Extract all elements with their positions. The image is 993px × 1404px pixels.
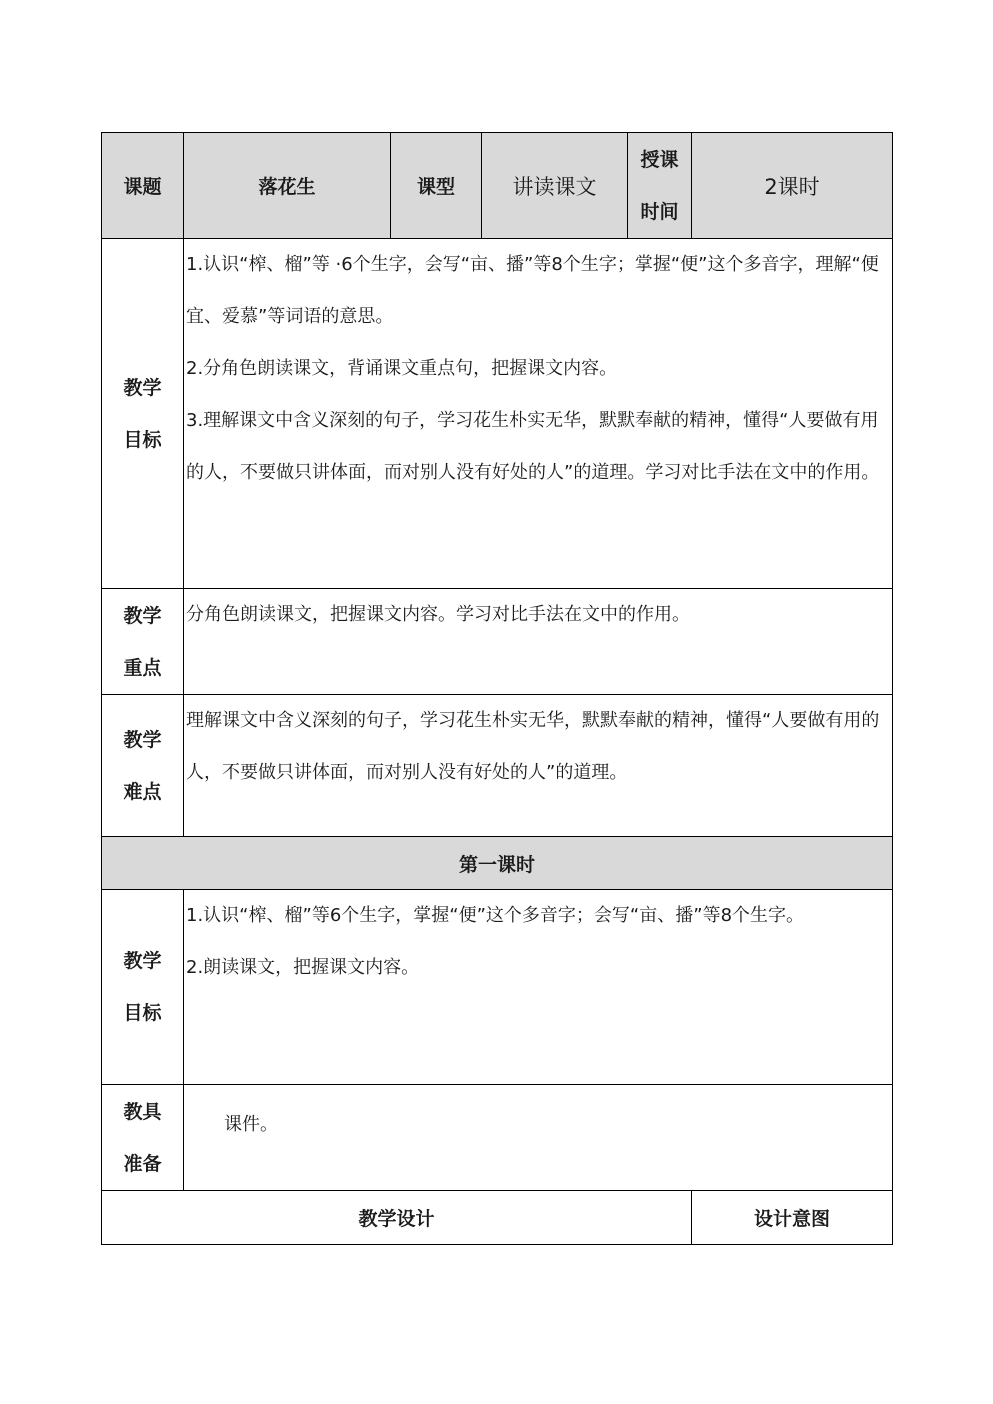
intent-label: 设计意图 (692, 1191, 893, 1245)
lesson1-goals-label-line2: 目标 (123, 1002, 162, 1024)
topic-label: 课题 (102, 133, 184, 239)
lesson1-goals-row (102, 890, 893, 1085)
lesson1-goals-label-line1: 教学 (123, 950, 162, 972)
key-points-label-line1: 教学 (123, 604, 162, 627)
difficulties-label-line2: 难点 (123, 780, 162, 803)
lesson-plan-table (101, 132, 893, 1245)
equipment-label-line1: 教具 (123, 1100, 162, 1123)
time-value: 2课时 (692, 133, 893, 239)
goal-item: 2.分角色朗读课文，背诵课文重点句，把握课文内容。 (186, 358, 618, 379)
type-label: 课型 (391, 133, 482, 239)
goal-item: 3.理解课文中含义深刻的句子，学习花生朴实无华，默默奉献的精神，懂得“人要做有用的人，不要做只讲体面，而对别人没有好处的人”的道理。学习对比手法在文中的作用。 (186, 410, 880, 483)
key-points-row (102, 589, 893, 695)
goal-item: 2.朗读课文，把握课文内容。 (186, 957, 420, 978)
difficulties-row (102, 695, 893, 837)
equipment-label-line2: 准备 (123, 1152, 162, 1175)
key-points-content: 分角色朗读课文，把握课文内容。学习对比手法在文中的作用。 (184, 589, 893, 695)
difficulties-label (102, 695, 184, 837)
lesson1-goals-content (184, 890, 893, 1085)
section-row (102, 837, 893, 890)
time-label (628, 133, 692, 239)
goal-item: 1.认识“榨、榴”等6个生字，掌握“便”这个多音字；会写“亩、播”等8个生字。 (186, 905, 805, 926)
time-label-line2: 时间 (640, 200, 679, 223)
equipment-content: 课件。 (184, 1085, 893, 1191)
goals-content (184, 239, 893, 589)
goals-label-line1: 教学 (123, 376, 162, 399)
design-label: 教学设计 (102, 1191, 692, 1245)
equipment-row (102, 1085, 893, 1191)
key-points-label-line2: 重点 (123, 656, 162, 679)
header-row (102, 133, 893, 239)
goals-label-line2: 目标 (123, 428, 162, 451)
key-points-label (102, 589, 184, 695)
time-label-line1: 授课 (640, 148, 679, 171)
difficulties-label-line1: 教学 (123, 728, 162, 751)
difficulties-content: 理解课文中含义深刻的句子，学习花生朴实无华，默默奉献的精神，懂得“人要做有用的人，不要做只讲体面，而对别人没有好处的人”的道理。 (184, 695, 893, 837)
footer-row (102, 1191, 893, 1245)
lesson1-goals-label (102, 890, 184, 1085)
equipment-label (102, 1085, 184, 1191)
goals-label (102, 239, 184, 589)
type-value: 讲读课文 (482, 133, 628, 239)
topic-value: 落花生 (184, 133, 391, 239)
section-title: 第一课时 (102, 837, 893, 890)
goals-row (102, 239, 893, 589)
goal-item: 1.认识“榨、榴”等 ·6个生字，会写“亩、播”等8个生字；掌握“便”这个多音字，理解“便宜、爱慕”等词语的意思。 (186, 254, 879, 327)
